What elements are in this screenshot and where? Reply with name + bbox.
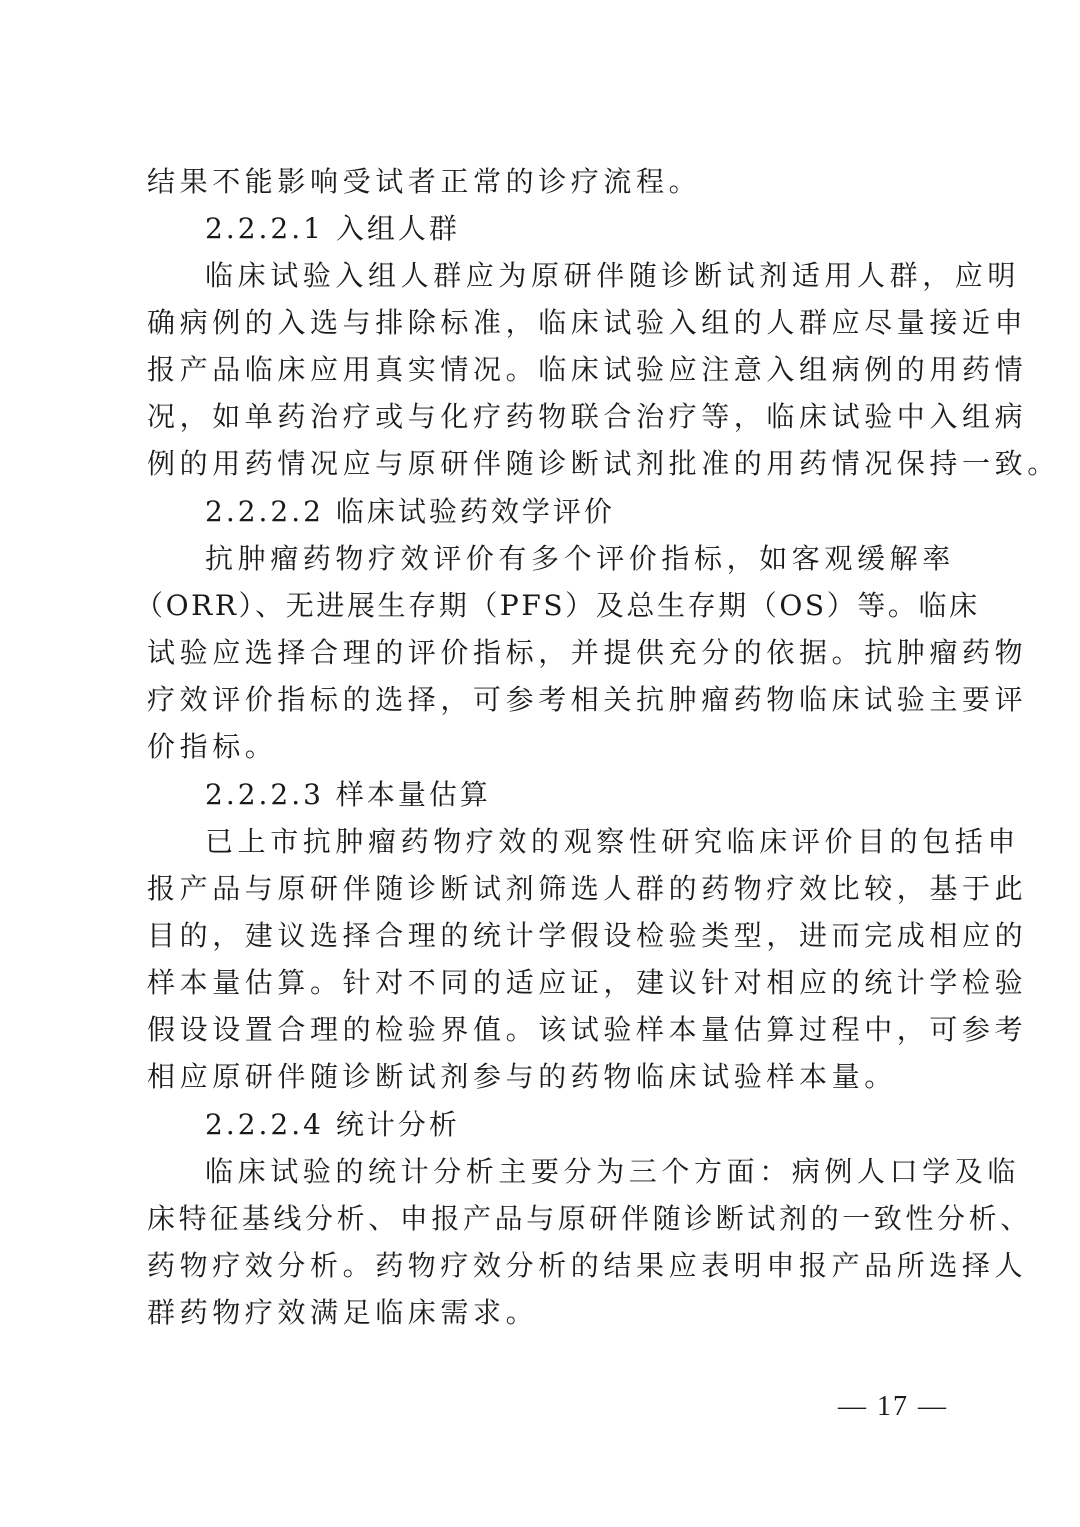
body-text-line: 临床试验的统计分析主要分为三个方面：病例人口学及临 [205, 1155, 1021, 1188]
body-text-line: 价指标。 [147, 730, 278, 763]
body-text-line: 报产品与原研伴随诊断试剂筛选人群的药物疗效比较，基于此 [147, 872, 1028, 905]
body-text-line: 假设设置合理的检验界值。该试验样本量估算过程中，可参考 [147, 1013, 1028, 1046]
body-text-line: 况，如单药治疗或与化疗药物联合治疗等，临床试验中入组病 [147, 400, 1028, 433]
section-heading-2-2-2-3: 2.2.2.3 样本量估算 [205, 778, 491, 811]
section-heading-2-2-2-2: 2.2.2.2 临床试验药效学评价 [205, 495, 615, 528]
body-text-line: 例的用药情况应与原研伴随诊断试剂批准的用药情况保持一致。 [147, 447, 1060, 480]
body-text-line: 报产品临床应用真实情况。临床试验应注意入组病例的用药情 [147, 353, 1028, 386]
page-number: — 17 — [838, 1391, 948, 1422]
body-text-line: 样本量估算。针对不同的适应证，建议针对相应的统计学检验 [147, 966, 1028, 999]
body-text-line: 群药物疗效满足临床需求。 [147, 1296, 539, 1329]
body-text-line: 已上市抗肿瘤药物疗效的观察性研究临床评价目的包括申 [205, 825, 1021, 858]
body-text-line: 抗肿瘤药物疗效评价有多个评价指标，如客观缓解率 [205, 542, 955, 575]
section-heading-2-2-2-4: 2.2.2.4 统计分析 [205, 1108, 460, 1141]
body-text-line: 药物疗效分析。药物疗效分析的结果应表明申报产品所选择人 [147, 1249, 1028, 1282]
body-text-line: 床特征基线分析、申报产品与原研伴随诊断试剂的一致性分析、 [147, 1202, 1032, 1235]
body-text-line: 临床试验入组人群应为原研伴随诊断试剂适用人群，应明 [205, 259, 1021, 292]
body-text-line: 结果不能影响受试者正常的诊疗流程。 [147, 165, 702, 198]
body-text-line: 目的，建议选择合理的统计学假设检验类型，进而完成相应的 [147, 919, 1028, 952]
body-text-line: 疗效评价指标的选择，可参考相关抗肿瘤药物临床试验主要评 [147, 683, 1028, 716]
section-heading-2-2-2-1: 2.2.2.1 入组人群 [205, 212, 460, 245]
body-text-line: 确病例的入选与排除标准，临床试验入组的人群应尽量接近申 [147, 306, 1028, 339]
body-text-line: 相应原研伴随诊断试剂参与的药物临床试验样本量。 [147, 1060, 897, 1093]
body-text-line: （ORR）、无进展生存期（PFS）及总生存期（OS）等。临床 [135, 589, 980, 622]
body-text-line: 试验应选择合理的评价指标，并提供充分的依据。抗肿瘤药物 [147, 636, 1028, 669]
